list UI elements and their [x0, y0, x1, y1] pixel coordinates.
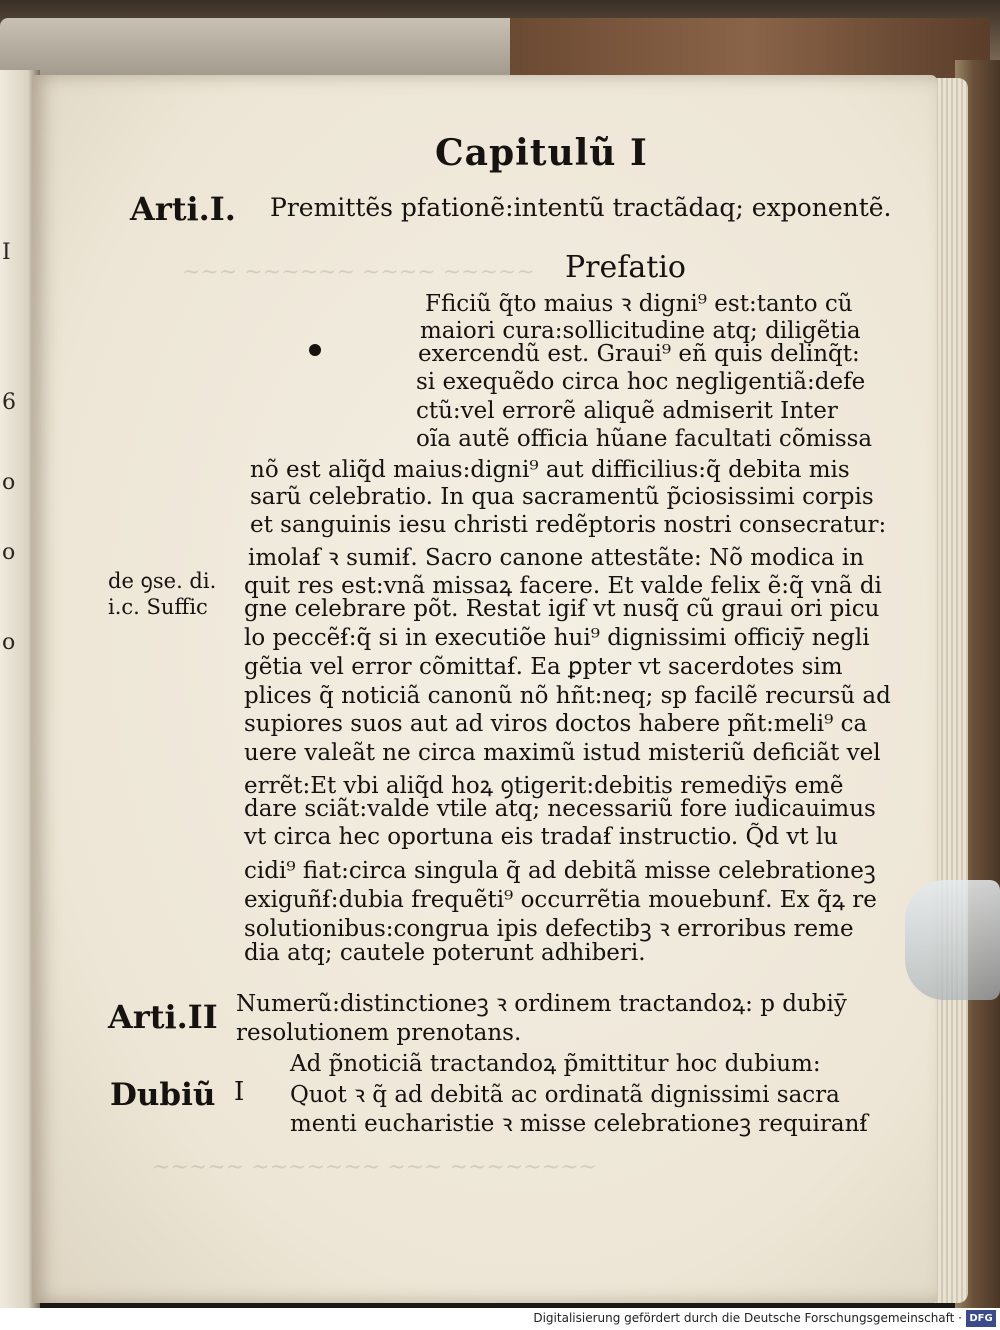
page-clip [905, 880, 1000, 1000]
prefatio-line: vt circa hec oportuna eis tradaẜ instructio. Q̃d vt lu [244, 824, 839, 850]
prefatio-line: supiores suos aut ad viros doctos habere pñt:meli⁹ ca [244, 711, 868, 737]
prefatio-line: imolaẜ ꝛ sumiẜ. Sacro canone attestãte: Nõ modica in [248, 545, 865, 571]
cover-board-top [510, 18, 990, 80]
article-2-heading [236, 990, 847, 1048]
chapter-title: Capitulũ I [435, 132, 648, 174]
prefatio-line: oĩa autẽ officia hũane facultati cõmissa [416, 426, 873, 452]
prefatio-line: sarũ celebratio. In qua sacramentũ p̃ciosissimi corpis [250, 484, 874, 510]
paragraph-bullet [309, 344, 321, 356]
dubium-number: I [234, 1077, 245, 1107]
prefatio-line: uere valeãt ne circa maximũ istud misteriũ deficiãt vel [244, 740, 881, 766]
digitization-credit-bar [0, 1308, 1000, 1330]
facing-page-glyph: o [2, 630, 16, 655]
prefatio-line: exercendũ est. Graui⁹ eñ quis delinq̃t: [418, 341, 860, 367]
prefatio-line: gẽtia vel error cõmittaẜ. Ea ꝑpter vt sacerdotes sim [244, 654, 843, 680]
facing-page-glyph: o [2, 470, 16, 495]
article-1-heading: Premittẽs pfationẽ:intentũ tractãdaq; exponentẽ. [270, 193, 892, 222]
article-2-heading-line: Numerũ:distinctioneꝫ ꝛ ordinem tractandoꝝ: p dubiȳ [236, 991, 847, 1017]
prefatio-line: lo peccẽẜ:q̃ si in executiõe hui⁹ dignissimi officiȳ negli [244, 625, 870, 651]
show-through: ~~~~~ ~~~~~~~ ~~~ ~~~~~~~~ [152, 1155, 597, 1180]
prefatio-line: dia atq; cautele poterunt adhiberi. [244, 940, 646, 966]
prefatio-line: maiori cura:sollicitudine atq; diligẽtia [420, 318, 861, 344]
article-2-heading-line: resolutionem prenotans. [236, 1020, 522, 1046]
margin-note-line: de ꝯse. di. [108, 569, 217, 593]
prefatio-line: solutionibus:congrua ipis defectibꝫ ꝛ erroribus reme [244, 916, 854, 942]
prefatio-line: plices q̃ noticiã canonũ nõ hñt:neq; sp facilẽ recursũ ad [244, 683, 891, 709]
prefatio-line: si exequẽdo circa hoc negligentiã:defe [416, 369, 866, 395]
binding-cloth [0, 18, 520, 76]
prefatio-line: exiguñẜ:dubia frequẽti⁹ occurrẽtia mouebunẜ. Ex q̃ꝝ re [244, 887, 877, 913]
prefatio-line: quit res est:vnã missaꝝ facere. Et valde felix ẽ:q̃ vnã di [244, 573, 882, 599]
prefatio-line: et sanguinis iesu christi redẽptoris nostri consecratur: [250, 512, 887, 538]
article-2-label: Arti.II [108, 998, 218, 1036]
dubium-label: Dubiũ [110, 1077, 216, 1113]
margin-note-line: i.c. Suffic [108, 595, 208, 619]
dubium-line: Ad p̃noticiã tractandoꝝ p̃mittitur hoc dubium: [290, 1051, 821, 1077]
prefatio-title: Prefatio [565, 250, 686, 285]
facing-page-glyph: 6 [2, 390, 16, 415]
prefatio-line: nõ est aliq̃d maius:digni⁹ aut difficilius:q̃ debita mis [250, 457, 850, 483]
prefatio-line: errẽt:Et vbi aliq̃d hoꝝ ꝯtigerit:debitis remediȳs emẽ [244, 773, 844, 799]
prefatio-line: cidi⁹ fiat:circa singula q̃ ad debitã misse celebrationeꝫ [244, 858, 876, 884]
prefatio-line: Fficiũ q̃to maius ꝛ digni⁹ est:tanto cũ [425, 291, 853, 317]
prefatio-line: gne celebrare põt. Restat igiẜ vt nusq̃ cũ graui ori picu [244, 596, 880, 622]
show-through: ~~~ ~~~~~~ ~~~~ ~~~~~ [182, 260, 535, 285]
digitization-credit: Digitalisierung gefördert durch die Deutsche Forschungsgemeinschaft · [533, 1311, 962, 1325]
facing-page-glyph: o [2, 540, 16, 565]
dubium-line: menti eucharistie ꝛ misse celebrationeꝫ requiranẜ [290, 1111, 868, 1137]
dfg-logo: DFG [966, 1310, 996, 1327]
margin-note [108, 568, 216, 620]
prefatio-line: ctũ:vel errorẽ aliquẽ admiserit Inter [416, 398, 838, 424]
article-1-label: Arti.I. [130, 190, 236, 228]
prefatio-line: dare sciãt:valde vtile atq; necessariũ fore iudicauimus [244, 796, 876, 822]
dubium-line: Quot ꝛ q̃ ad debitã ac ordinatã dignissimi sacra [290, 1082, 840, 1108]
facing-page-glyph: I [2, 240, 11, 265]
